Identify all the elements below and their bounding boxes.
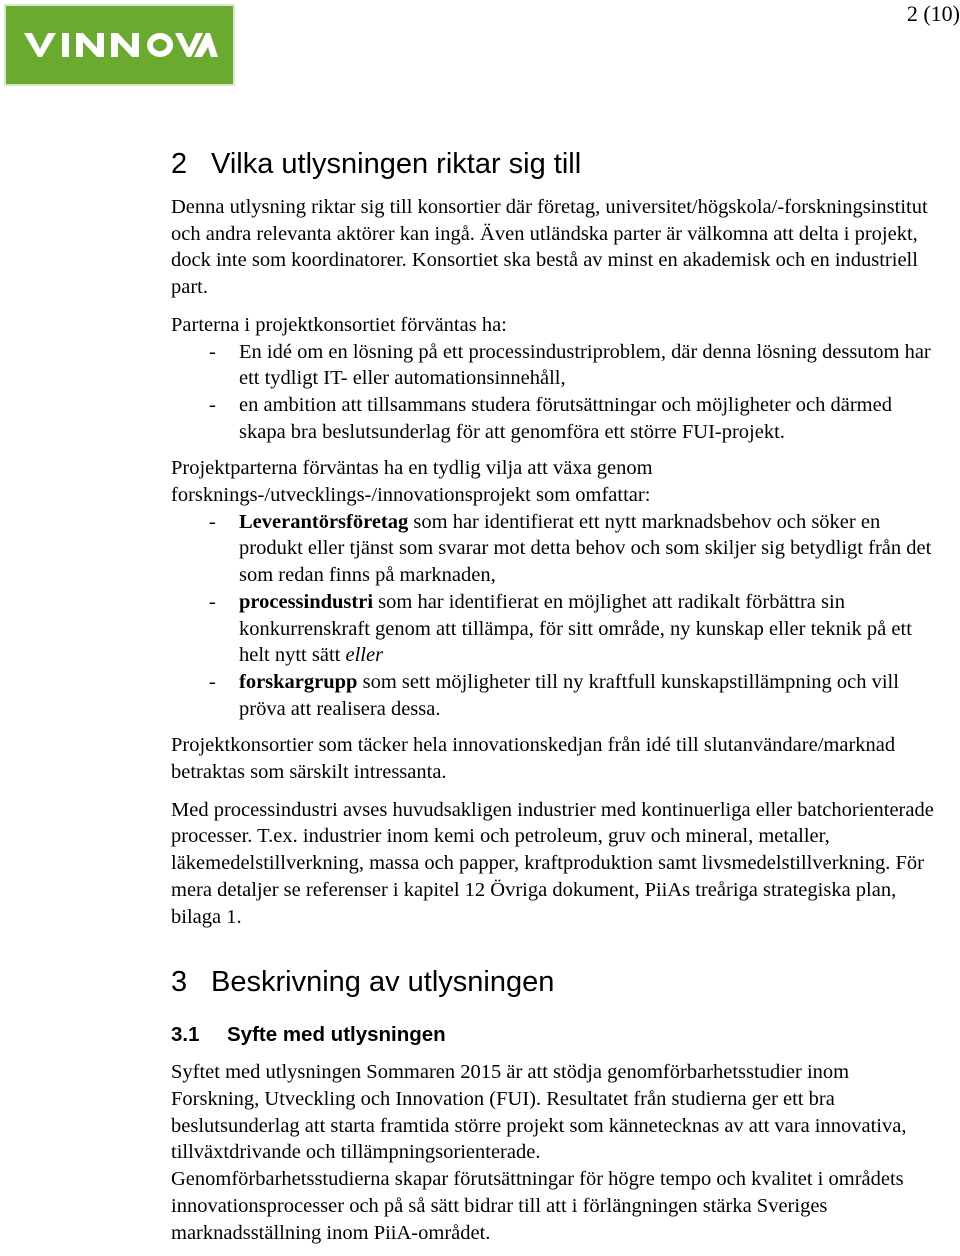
vinnova-logo (4, 4, 235, 86)
section-title: Vilka utlysningen riktar sig till (211, 148, 582, 180)
paragraph: Projektkonsortier som täcker hela innovationskedjan från idé till slutanvändare/marknad betraktas som särskilt intressanta. (171, 734, 896, 784)
list-item: - processindustri som har identifierat en möjlighet att radikalt förbättra sin konkurrenskraft genom att tillämpa, för sitt område, ny kunskap eller teknik på ett helt nytt sätt eller (209, 590, 912, 667)
paragraph: Syftet med utlysningen Sommaren 2015 är att stödja genomförbarhetsstudier inom Forskning, Utveckling och Innovation (FUI). Resultatet från studierna ger ett bra beslutsunderlag att starta framtida större projekt som kännetecknas av att vara innovativa, tillväxtdrivande och tillämpningsorienterade. (171, 1061, 907, 1164)
list-item-text: en ambition att tillsammans studera förutsättningar och möjligheter och därmed skapa bra beslutsunderlag för att genomföra ett större FUI-projekt. (239, 393, 892, 443)
paragraph: Med processindustri avses huvudsakligen industrier med kontinuerliga eller batchorienterade processer. T.ex. industrier inom kemi och petroleum, gruv och mineral, metaller, läkemedelstillverkning, massa och papper, kraftproduktion samt livsmedelstillverkning. För mera detaljer se referenser i kapitel 12 Övriga dokument, PiiAs treåriga strategiska plan, bilaga 1. (171, 798, 934, 928)
list-item-term: forskargrupp (239, 670, 358, 693)
list-item-term: processindustri (239, 590, 374, 613)
list-item-text: En idé om en lösning på ett processindustriproblem, där denna lösning dessutom har ett tydligt IT- eller automationsinnehåll, (239, 340, 931, 390)
list-item-term: Leverantörsföretag (239, 510, 409, 533)
subsection-title: Syfte med utlysningen (227, 1023, 446, 1047)
list-item: - Leverantörsföretag som har identifierat ett nytt marknadsbehov och söker en produkt eller tjänst som svarar mot detta behov och som skiljer sig betydligt från det som redan finns på marknaden, (209, 510, 932, 587)
section-number: 2 (171, 148, 188, 180)
section-title: Beskrivning av utlysningen (211, 966, 555, 999)
list-item: - forskargrupp som sett möjligheter till ny kraftfull kunskapstillämpning och vill pröva att realisera dessa. (209, 670, 899, 720)
subsection-number: 3.1 (171, 1023, 200, 1047)
paragraph: Denna utlysning riktar sig till konsortier där företag, universitet/högskola/-forskningsinstitut och andra relevanta aktörer kan ingå. Även utländska parter är välkomna att delta i projekt, dock inte som koordinatorer. Konsortiet ska bestå av minst en akademisk och en industriell part. (171, 196, 928, 299)
document-body (171, 146, 941, 1246)
page-number: 2 (10) (906, 1, 960, 26)
list-item-text: som sett möjligheter till ny kraftfull kunskapstillämpning och vill pröva att realisera dessa. (239, 670, 899, 720)
list-item-text: som har identifierat en möjlighet att radikalt förbättra sin konkurrenskraft genom att tillämpa, för sitt område, ny kunskap eller teknik på ett helt nytt sätt (239, 590, 912, 667)
paragraph-intro: Parterna i projektkonsortiet förväntas ha: (171, 313, 507, 336)
paragraph-intro: Projektparterna förväntas ha en tydlig vilja att växa genom forsknings-/utvecklings-/innovationsprojekt som omfattar: (171, 457, 653, 507)
section-number: 3 (171, 966, 188, 999)
section-3-heading (171, 964, 941, 1000)
list-item-text: som har identifierat ett nytt marknadsbehov och söker en produkt eller tjänst som svarar mot detta behov och som skiljer sig betydligt från det som redan finns på marknaden, (239, 510, 932, 587)
vinnova-logo-mark (22, 30, 218, 60)
section-2-heading (171, 146, 941, 182)
subsection-3-1-heading (171, 1022, 941, 1048)
list-item: - En idé om en lösning på ett processindustriproblem, där denna lösning dessutom har ett tydligt IT- eller automationsinnehåll, (209, 340, 931, 390)
paragraph: Genomförbarhetsstudierna skapar förutsättningar för högre tempo och kvalitet i områdets innovationsprocesser och på så sätt bidrar till att i förlängningen stärka Sveriges marknadsställning inom PiiA-området. (171, 1168, 904, 1244)
list-item-emphasis: eller (345, 644, 384, 667)
list-item: - en ambition att tillsammans studera förutsättningar och möjligheter och därmed skapa bra beslutsunderlag för att genomföra ett större FUI-projekt. (209, 393, 892, 443)
